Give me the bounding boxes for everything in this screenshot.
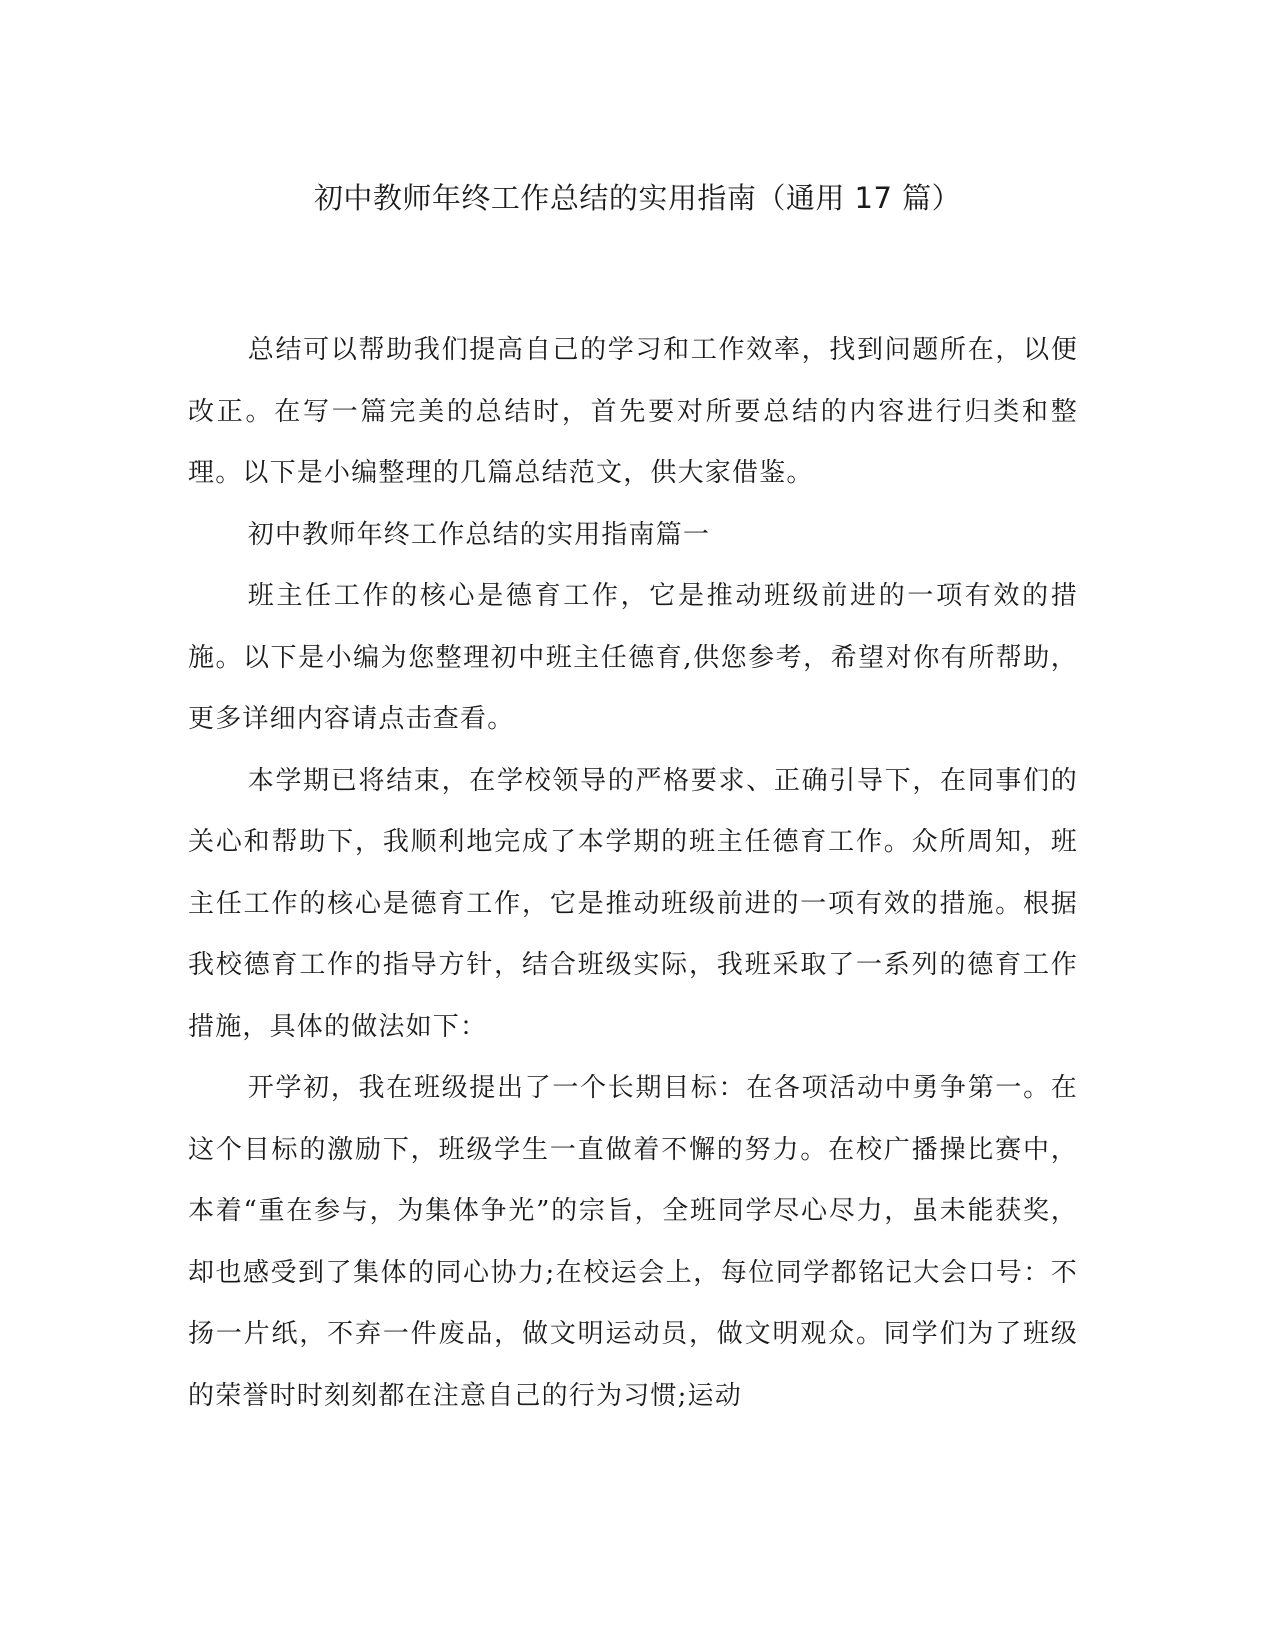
document-title: 初中教师年终工作总结的实用指南（通用 17 篇） [313, 181, 962, 215]
document-body [188, 320, 1078, 1427]
paragraph: 本学期已将结束，在学校领导的严格要求、正确引导下，在同事们的关心和帮助下，我顺利地完成了本学期的班主任德育工作。众所周知，班主任工作的核心是德育工作，它是推动班级前进的一项有效的措施。根据我校德育工作的指导方针，结合班级实际，我班采取了一系列的德育工作措施，具体的做法如下： [188, 765, 1078, 1042]
paragraph: 开学初，我在班级提出了一个长期目标：在各项活动中勇争第一。在这个目标的激励下，班级学生一直做着不懈的努力。在校广播操比赛中，本着“重在参与，为集体争光”的宗旨，全班同学尽心尽力，虽未能获奖，却也感受到了集体的同心协力;在校运会上，每位同学都铭记大会口号：不扬一片纸，不弃一件废品，做文明运动员，做文明观众。同学们为了班级的荣誉时时刻刻都在注意自己的行为习惯;运动 [188, 1073, 1078, 1411]
paragraph-intro: 总结可以帮助我们提高自己的学习和工作效率，找到问题所在，以便改正。在写一篇完美的总结时，首先要对所要总结的内容进行归类和整理。以下是小编整理的几篇总结范文，供大家借鉴。 [188, 335, 1078, 488]
paragraph: 班主任工作的核心是德育工作，它是推动班级前进的一项有效的措施。以下是小编为您整理初中班主任德育,供您参考，希望对你有所帮助，更多详细内容请点击查看。 [188, 581, 1078, 734]
section-heading: 初中教师年终工作总结的实用指南篇一 [247, 519, 711, 550]
